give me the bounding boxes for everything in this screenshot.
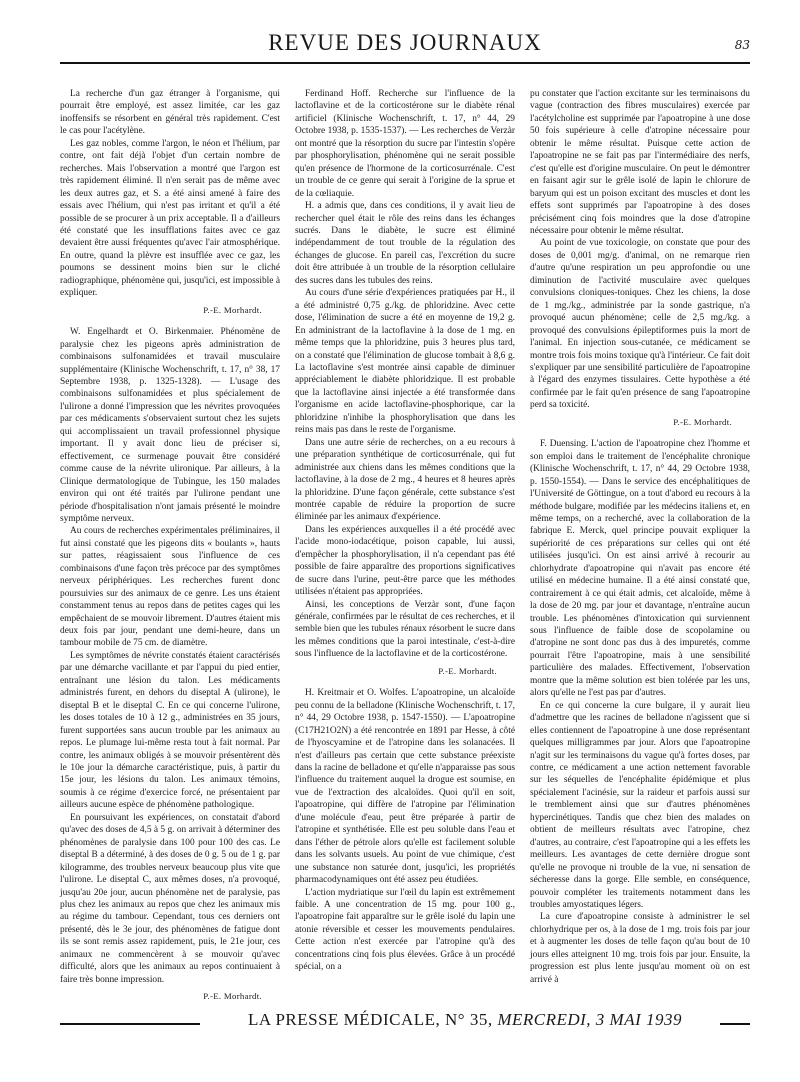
paragraph: Ainsi, les conceptions de Verzàr sont, d'une façon générale, confirmées par le résultat de ces recherches, et il semble bien que les tubules rénaux résorbent le sucre dans les mêmes conditions que la paroi intestinale, c'est-à-dire sous l'influence de la lactoflavine et de la corticostérone.	[295, 599, 515, 660]
paragraph: W. Engelhardt et O. Birkenmaier. Phénomène de paralysie chez les pigeons après administration de combinaisons sulfonamidées et travail musculaire supplémentaire (Klinische Wochenschrift, t. 17, n° 38, 17 Septembre 1938, p. 1325-1328). — L'usage des combinaisons sulfonamidées et plus spécialement de l'ulirone a donné l'impression que les névrites provoquées par ces médicaments s'observaient surtout chez les sujets qui accomplissaient un travail professionnel physique important. Il y avait donc lieu de préciser si, effectivement, ce surmenage pouvait être considéré comme cause de la névrite ulironique. Par ailleurs, à la Clinique dermatologique de Tubingue, les 150 malades environ qui ont été traités par l'ulirone pendant une période d'hospitalisation n'ont jamais présenté le moindre symptôme nerveux.	[60, 327, 280, 524]
paragraph: Au point de vue toxicologie, on constate que pour des doses de 0,001 mg/g. d'animal, on ne remarque rien d'autre qu'une respiration un peu approfondie ou une diminution de l'activité musculaire avec quelques convulsions cloniques-toniques. Chez les chiens, la dose de 1 mg./kg., administrée par la sonde gastrique, n'a provoqué aucun phénomène; celle de 2,5 mg./kg. a provoqué des convulsions épileptiformes puis la mort de l'animal. En injection sous-cutanée, ce médicament se montre trois fois moins toxique qu'à l'intérieur. Ce fait doit s'expliquer par une sensibilité particulière de l'apoatropine à l'égard des enzymes tissulaires. Cette hypothèse a été confirmée par le fait qu'en présence de sang l'apoatropine perd sa toxicité.	[530, 238, 751, 411]
column-1	[60, 88, 280, 1002]
column-3	[530, 88, 750, 993]
paragraph: Les gaz nobles, comme l'argon, le néon et l'hélium, par contre, ont fait déjà l'objet d'un certain nombre de recherches. Mais l'observation a montré que l'argon est très rapidement éliminé. Il n'en serait pas de même avec les deux autres gaz, et S. a été ainsi amené à faire des essais avec l'hélium, qui n'est pas irritant et qu'il a été possible de se procurer à un prix acceptable. Il a d'ailleurs été constaté que les insufflations faites avec ce gaz devaient être aussi fréquentes qu'avec l'air atmosphérique. En outre, quand la plèvre est insufflée avec ce gaz, les poumons se dessinent moins bien sur le cliché radiographique, phénomène qui, jusqu'ici, est impossible à expliquer.	[60, 138, 280, 299]
paragraph: La cure d'apoatropine consiste à administrer le sel chlorhydrique per os, à la dose de 1 mg. trois fois par jour et à augmenter les doses de telle façon qu'au bout de 10 jours elles atteignent 10 mg. trois fois par jour. Ensuite, la progression est plus lente jusqu'au moment où on est arrivé à	[530, 912, 750, 985]
paragraph: Au cours d'une série d'expériences pratiquées par H., il a été administré 0,75 g./kg. de phloridzine. Avec cette dose, l'élimination de sucre a été en moyenne de 19,2 g. En administrant de la lactoflavine à la dose de 1 mg. en même temps que la phloridzine, puis 3 heures plus tard, on a constaté que l'élimination de glucose tombait à 8,6 g. La lactoflavine s'est montrée ainsi capable de diminuer appréciablement le diabète phloridzique. Il est probable que la lactoflavine ainsi injectée a été transformée dans l'organisme en acide lactoflavine-phosphorique, car la phloridzine n'inhibe la phosphorylisation que dans les reins mais pas dans le reste de l'organisme.	[295, 288, 515, 436]
author-signature: P.-E. Morhardt.	[673, 416, 732, 427]
paragraph: Les symptômes de névrite constatés étaient caractérisés par une démarche vacillante et par l'appui du pied entier, entraînant une lésion du talon. Les médicaments administrés furent, en dehors du diseptal A (ulirone), le diseptal B et le diseptal C. En ce qui concerne l'ulirone, les doses totales de 10 à 12 g., administrées en 35 jours, furent supportées sans aucun trouble par les animaux au repos. Le plumage lui-même resta tout à fait normal. Par contre, les animaux obligés à se mouvoir présentèrent dès le 10e jour la démarche caractéristique, puis, à partir du 15e jour, les lésions du talon. Les animaux témoins, soumis à ce régime d'exercice forcé, ne présentaient par ailleurs aucune espèce de phénomène pathologique.	[60, 650, 280, 811]
paragraph: Dans une autre série de recherches, on a eu recours à une préparation synthétique de corticosurrénale, qui fut administrée aux chiens dans les mêmes conditions que la lactoflavine, à la dose de 2 mg., 4 heures et 8 heures après la phloridzine. D'une façon générale, cette substance s'est montrée capable de réduire la proportion de sucre éliminée par les animaux d'expérience.	[295, 437, 515, 523]
author-signature: P.-E. Morhardt.	[438, 665, 497, 676]
paragraph: En poursuivant les expériences, on constatait d'abord qu'avec des doses de 4,5 à 5 g. on arrivait à déterminer des phénomènes de paralysie dans 100 pour 100 des cas. Le diseptal B a déterminé, à des doses de 0 g. 5 ou de 1 g. par kilogramme, des troubles nerveux beaucoup plus vite que l'ulirone. Le diseptal C, aux mêmes doses, n'a provoqué, jusqu'au 20e jour, aucun phénomène net de paralysie, pas plus chez les animaux au repos que chez les animaux mis au régime du tambour. Cependant, tous ces derniers ont présenté, dès le 3e jour, des phénomènes de fatigue dont ils se sont remis assez rapidement, puis, le 21e jour, ces animaux ne commencèrent à se mouvoir qu'avec difficulté, alors que les animaux au repos continuaient à faire très bonne impression.	[60, 812, 280, 985]
paragraph: Dans les expériences auxquelles il a été procédé avec l'acide mono-iodacétique, poison capable, lui aussi, d'empêcher la phosphorylisation, il n'a cependant pas été possible de faire apparaître des proportions significatives de sucre dans l'urine, peut-être parce que les méthodes utilisées n'étaient pas appropriées.	[295, 524, 515, 598]
page-number: 83	[734, 38, 750, 52]
paragraph: H. Kreitmair et O. Wolfes. L'apoatropine, un alcaloïde peu connu de la belladone (Klinische Wochenschrift, t. 17, n° 44, 29 Octobre 1938, p. 1547-1550). — L'apoatropine (C17H21O2N) a été rencontrée en 1891 par Hesse, à côté de l'hyoscyamine et de l'atropine dans les solanacées. Il n'est d'ailleurs pas certain que cette substance préexiste dans la racine de belladone et qu'elle n'apparaisse pas sous l'influence du traitement auquel la drogue est soumise, en vue de l'extraction des alcaloïdes. Quoi qu'il en soit, l'apoatropine, qui diffère de l'atropine par l'élimination d'une molécule d'eau, peut être préparée à partir de l'atropine et synthétisée. Elle est peu soluble dans l'eau et dans l'éther de pétrole alors qu'elle est facilement soluble dans les solvants usuels. Au point de vue chimique, c'est une substance non saturée dont, jusqu'ici, les propriétés pharmacodynamiques ont été assez peu étudiées.	[295, 688, 515, 886]
footer-rule-right	[720, 1023, 750, 1025]
author-signature: P.-E. Morhardt.	[203, 304, 262, 315]
paragraph: Ferdinand Hoff. Recherche sur l'influence de la lactoflavine et de la corticostérone sur le diabète rénal artificiel (Klinische Wochenschrift, t. 17, n° 44, 29 Octobre 1938, p. 1535-1537). — Les recherches de Verzàr ont montré que la résorption du sucre par l'intestin s'opère par phosphorylisation, phénomène qui ne serait possible qu'en présence de l'hormone de la corticosurrénale. C'est un trouble de ce genre qui serait à l'origine de la sprue et de la cœliaquie.	[295, 89, 515, 199]
author-signature: P.-E. Morhardt.	[203, 991, 262, 1002]
paragraph: H. a admis que, dans ces conditions, il y avait lieu de rechercher quel était le rôle des reins dans les échanges sucrés. Dans le diabète, le sucre est éliminé indépendamment de tout trouble de la régulation des échanges de glucose. En pareil cas, l'excrétion du sucre doit être attribuée à un trouble de la résorption cellulaire des sucres dans les tubules des reins.	[295, 201, 515, 286]
paragraph: En ce qui concerne la cure bulgare, il y aurait lieu d'admettre que les racines de belladone n'agissent que si elles contiennent de l'apoatropine à une dose représentant quelques milligrammes par jour. Alors que l'apoatropine n'agit sur les terminaisons du vague qu'à fortes doses, par contre, ce médicament a une action nettement favorable sur les séquelles de l'encéphalite épidémique et plus spécialement l'acinésie, sur la raideur et parfois aussi sur le tremblement ainsi que sur d'autres phénomènes hypercinétiques. Tandis que chez bien des malades on obtient de meilleurs résultats avec l'atropine, chez d'autres, au contraire, c'est l'apoatropine qui a les effets les meilleurs. Les avantages de cette dernière drogue sont qu'elle ne provoque ni trouble de la vue, ni sensation de sécheresse dans la gorge. Elle semble, en conséquence, pouvoir compléter les traitements notamment dans les troubles amyostatiques légers.	[530, 700, 750, 910]
column-2	[295, 88, 515, 993]
paragraph: La recherche d'un gaz étranger à l'organisme, qui pourrait être employé, est assez limitée, car les gaz inoffensifs se résorbent en général très rapidement. C'est le cas pour l'acétylène.	[60, 89, 280, 137]
paragraph: Au cours de recherches expérimentales préliminaires, il fut ainsi constaté que les pigeons dits « boulants », hauts sur pattes, réagissaient sous l'influence de ces combinaisons d'une façon très précoce par des symptômes nerveux périphériques. Les recherches furent donc poursuivies sur des animaux de ce genre. Les uns étaient constamment tenus au repos dans de petites cages qui les empêchaient de se mouvoir librement. D'autres étaient mis deux fois par jour, pendant une demi-heure, dans un tambour mobile de 75 cm. de diamètre.	[60, 526, 280, 649]
footer-masthead	[210, 1010, 720, 1030]
paragraph: F. Duensing. L'action de l'apoatropine chez l'homme et son emploi dans le traitement de l'encéphalite chronique (Klinische Wochenschrift, t. 17, n° 44, 29 Octobre 1938, p. 1550-1554). — Dans le service des encéphalitiques de l'Université de Göttingue, on a tout d'abord eu recours à la méthode bulgare, modifiée par les médecins italiens et, en même temps, on a recherché, avec la collaboration de la fabrique E. Merck, quel principe pouvait expliquer la supériorité de ces préparations sur celles qui ont été utilisées jusqu'ici. On est ainsi arrivé à recourir au chlorhydrate d'apoatropine qui n'avait pas encore été utilisé en médecine humaine. Il a été ainsi constaté que, contrairement à ce qui était admis, cet alcaloïde, même à la dose de 20 mg. par jour et davantage, n'entraîne aucun trouble. Les phénomènes d'intoxication qui surviennent sous l'influence de faible dose de scopolamine ou d'atropine ne sont donc pas dus à des impuretés, comme pourrait l'être l'apoatropine, mais à une sensibilité particulière des malades. Effectivement, l'observation montre que la même solution est bien tolérée par les uns, alors qu'elle ne l'est pas par d'autres.	[530, 439, 750, 699]
footer-rule-left	[60, 1023, 200, 1025]
paragraph: pu constater que l'action excitante sur les terminaisons du vague (contraction des fibres musculaires) exercée par l'acétylcholine est supprimée par l'apoatropine à une dose 50 fois supérieure à celle d'atropine nécessaire pour obtenir le même résultat. Puisque cette action de l'apoatropine ne se fait pas par l'intermédiaire des nerfs, c'est qu'elle est d'origine musculaire. On peut le démontrer en faisant agir sur le grêle isolé de lapin le chlorure de baryum qui est un poison excitant des muscles et dont les effets sont supprimés par l'apoatropine à des doses précisément cinq fois moindres que la dose d'atropine nécessaire pour obtenir le même résultat.	[530, 89, 750, 236]
running-title: REVUE DES JOURNAUX	[268, 30, 542, 55]
footer-date: MERCREDI, 3 MAI 1939	[497, 1010, 683, 1029]
text-columns	[60, 88, 751, 1002]
page-footer	[60, 1010, 750, 1040]
footer-journal: LA PRESSE MÉDICALE, N° 35,	[247, 1010, 493, 1029]
paragraph: L'action mydriatique sur l'œil du lapin est extrêmement faible. A une concentration de 15 mg. pour 100 g., l'apoatropine fait apparaître sur le grêle isolé du lapin une atonie réversible et cesser les mouvements pendulaires. Cette action n'est exercée par l'atropine qu'à des concentrations cinq fois plus élevées. Grâce à un procédé spécial, on a	[295, 887, 515, 973]
page-header	[60, 30, 750, 64]
